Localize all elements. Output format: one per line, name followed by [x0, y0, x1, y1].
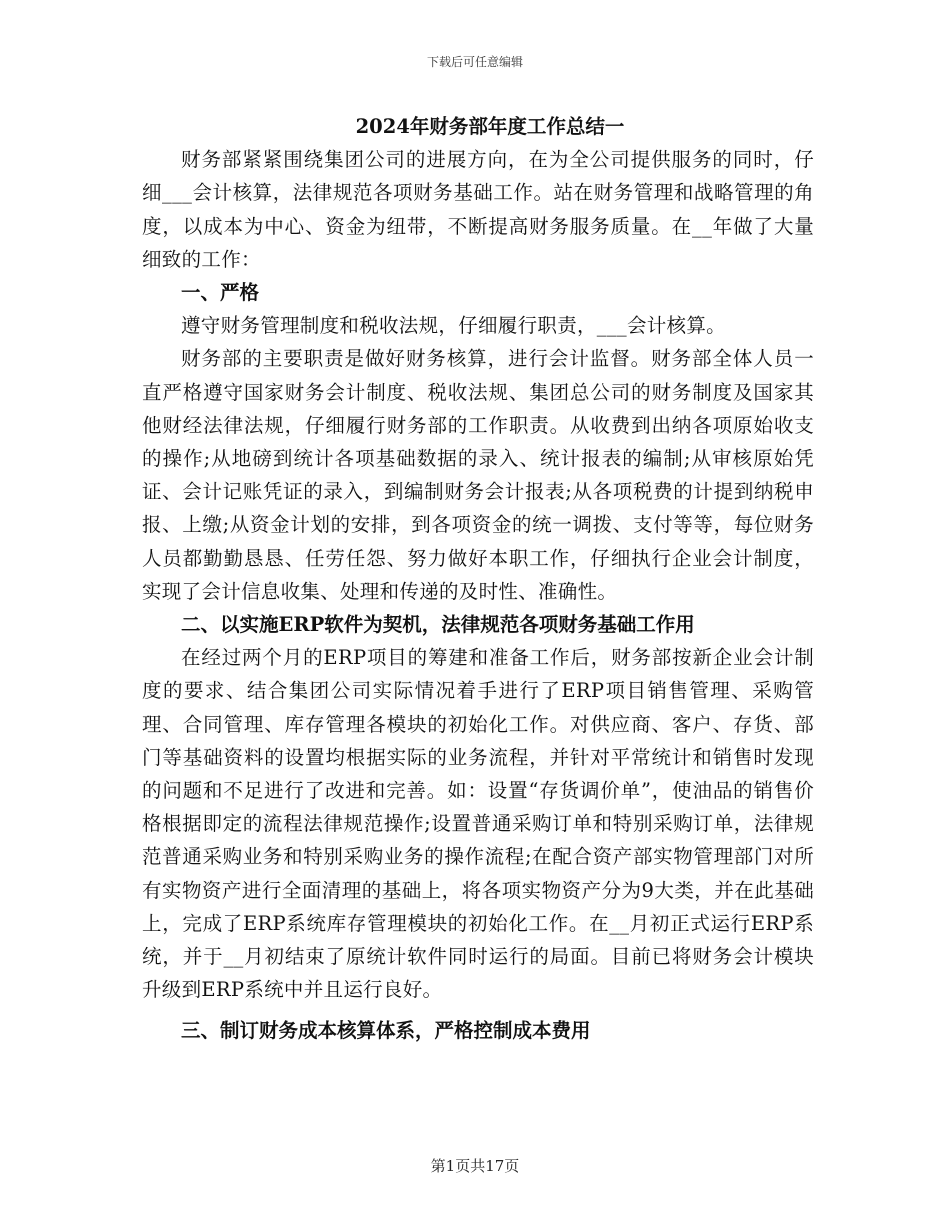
header-note: 下载后可任意编辑	[426, 55, 523, 69]
section-2-paragraph-1: 在经过两个月的ERP项目的筹建和准备工作后，财务部按新企业会计制度的要求、结合集团公司实际情况着手进行了ERP项目销售管理、采购管理、合同管理、库存管理各模块的初始化工作。对供应商、客户、存货、部门等基础资料的设置均根据实际的业务流程，并针对平常统计和销售时发现的问题和不足进行了改进和完善。如：设置“存货调价单”，使油品的销售价格根据即定的流程法律规范操作;设置普通采购订单和特别采购订单，法律规范普通采购业务和特别采购业务的操作流程;在配合资产部实物管理部门对所有实物资产进行全面清理的基础上，将各项实物资产分为9大类，并在此基础上，完成了ERP系统库存管理模块的初始化工作。在__月初正式运行ERP系统，并于__月初结束了原统计软件同时运行的局面。目前已将财务会计模块升级到ERP系统中并且运行良好。	[142, 646, 814, 1002]
document-body	[142, 110, 814, 1048]
section-1-heading: 一、严格	[181, 281, 260, 305]
page-number-footer: 第1页共17页	[430, 1157, 520, 1175]
section-2-heading: 二、以实施ERP软件为契机，法律规范各项财务基础工作用	[181, 613, 695, 637]
section-1-paragraph-1: 遵守财务管理制度和税收法规，仔细履行职责，___会计核算。	[181, 314, 726, 338]
document-title: 2024年财务部年度工作总结一	[355, 115, 625, 138]
section-1-paragraph-2: 财务部的主要职责是做好财务核算，进行会计监督。财务部全体人员一直严格遵守国家财务会计制度、税收法规、集团总公司的财务制度及国家其他财经法律法规，仔细履行财务部的工作职责。从收费到出纳各项原始收支的操作;从地磅到统计各项基础数据的录入、统计报表的编制;从审核原始凭证、会计记账凭证的录入，到编制财务会计报表;从各项税费的计提到纳税申报、上缴;从资金计划的安排，到各项资金的统一调拨、支付等等，每位财务人员都勤勤恳恳、任劳任怨、努力做好本职工作，仔细执行企业会计制度，实现了会计信息收集、处理和传递的及时性、准确性。	[142, 347, 814, 603]
section-3-heading: 三、制订财务成本核算体系，严格控制成本费用	[181, 1019, 591, 1043]
intro-paragraph: 财务部紧紧围绕集团公司的进展方向，在为全公司提供服务的同时，仔细___会计核算，法律规范各项财务基础工作。站在财务管理和战略管理的角度，以成本为中心、资金为纽带，不断提高财务服务质量。在__年做了大量细致的工作：	[142, 148, 814, 271]
